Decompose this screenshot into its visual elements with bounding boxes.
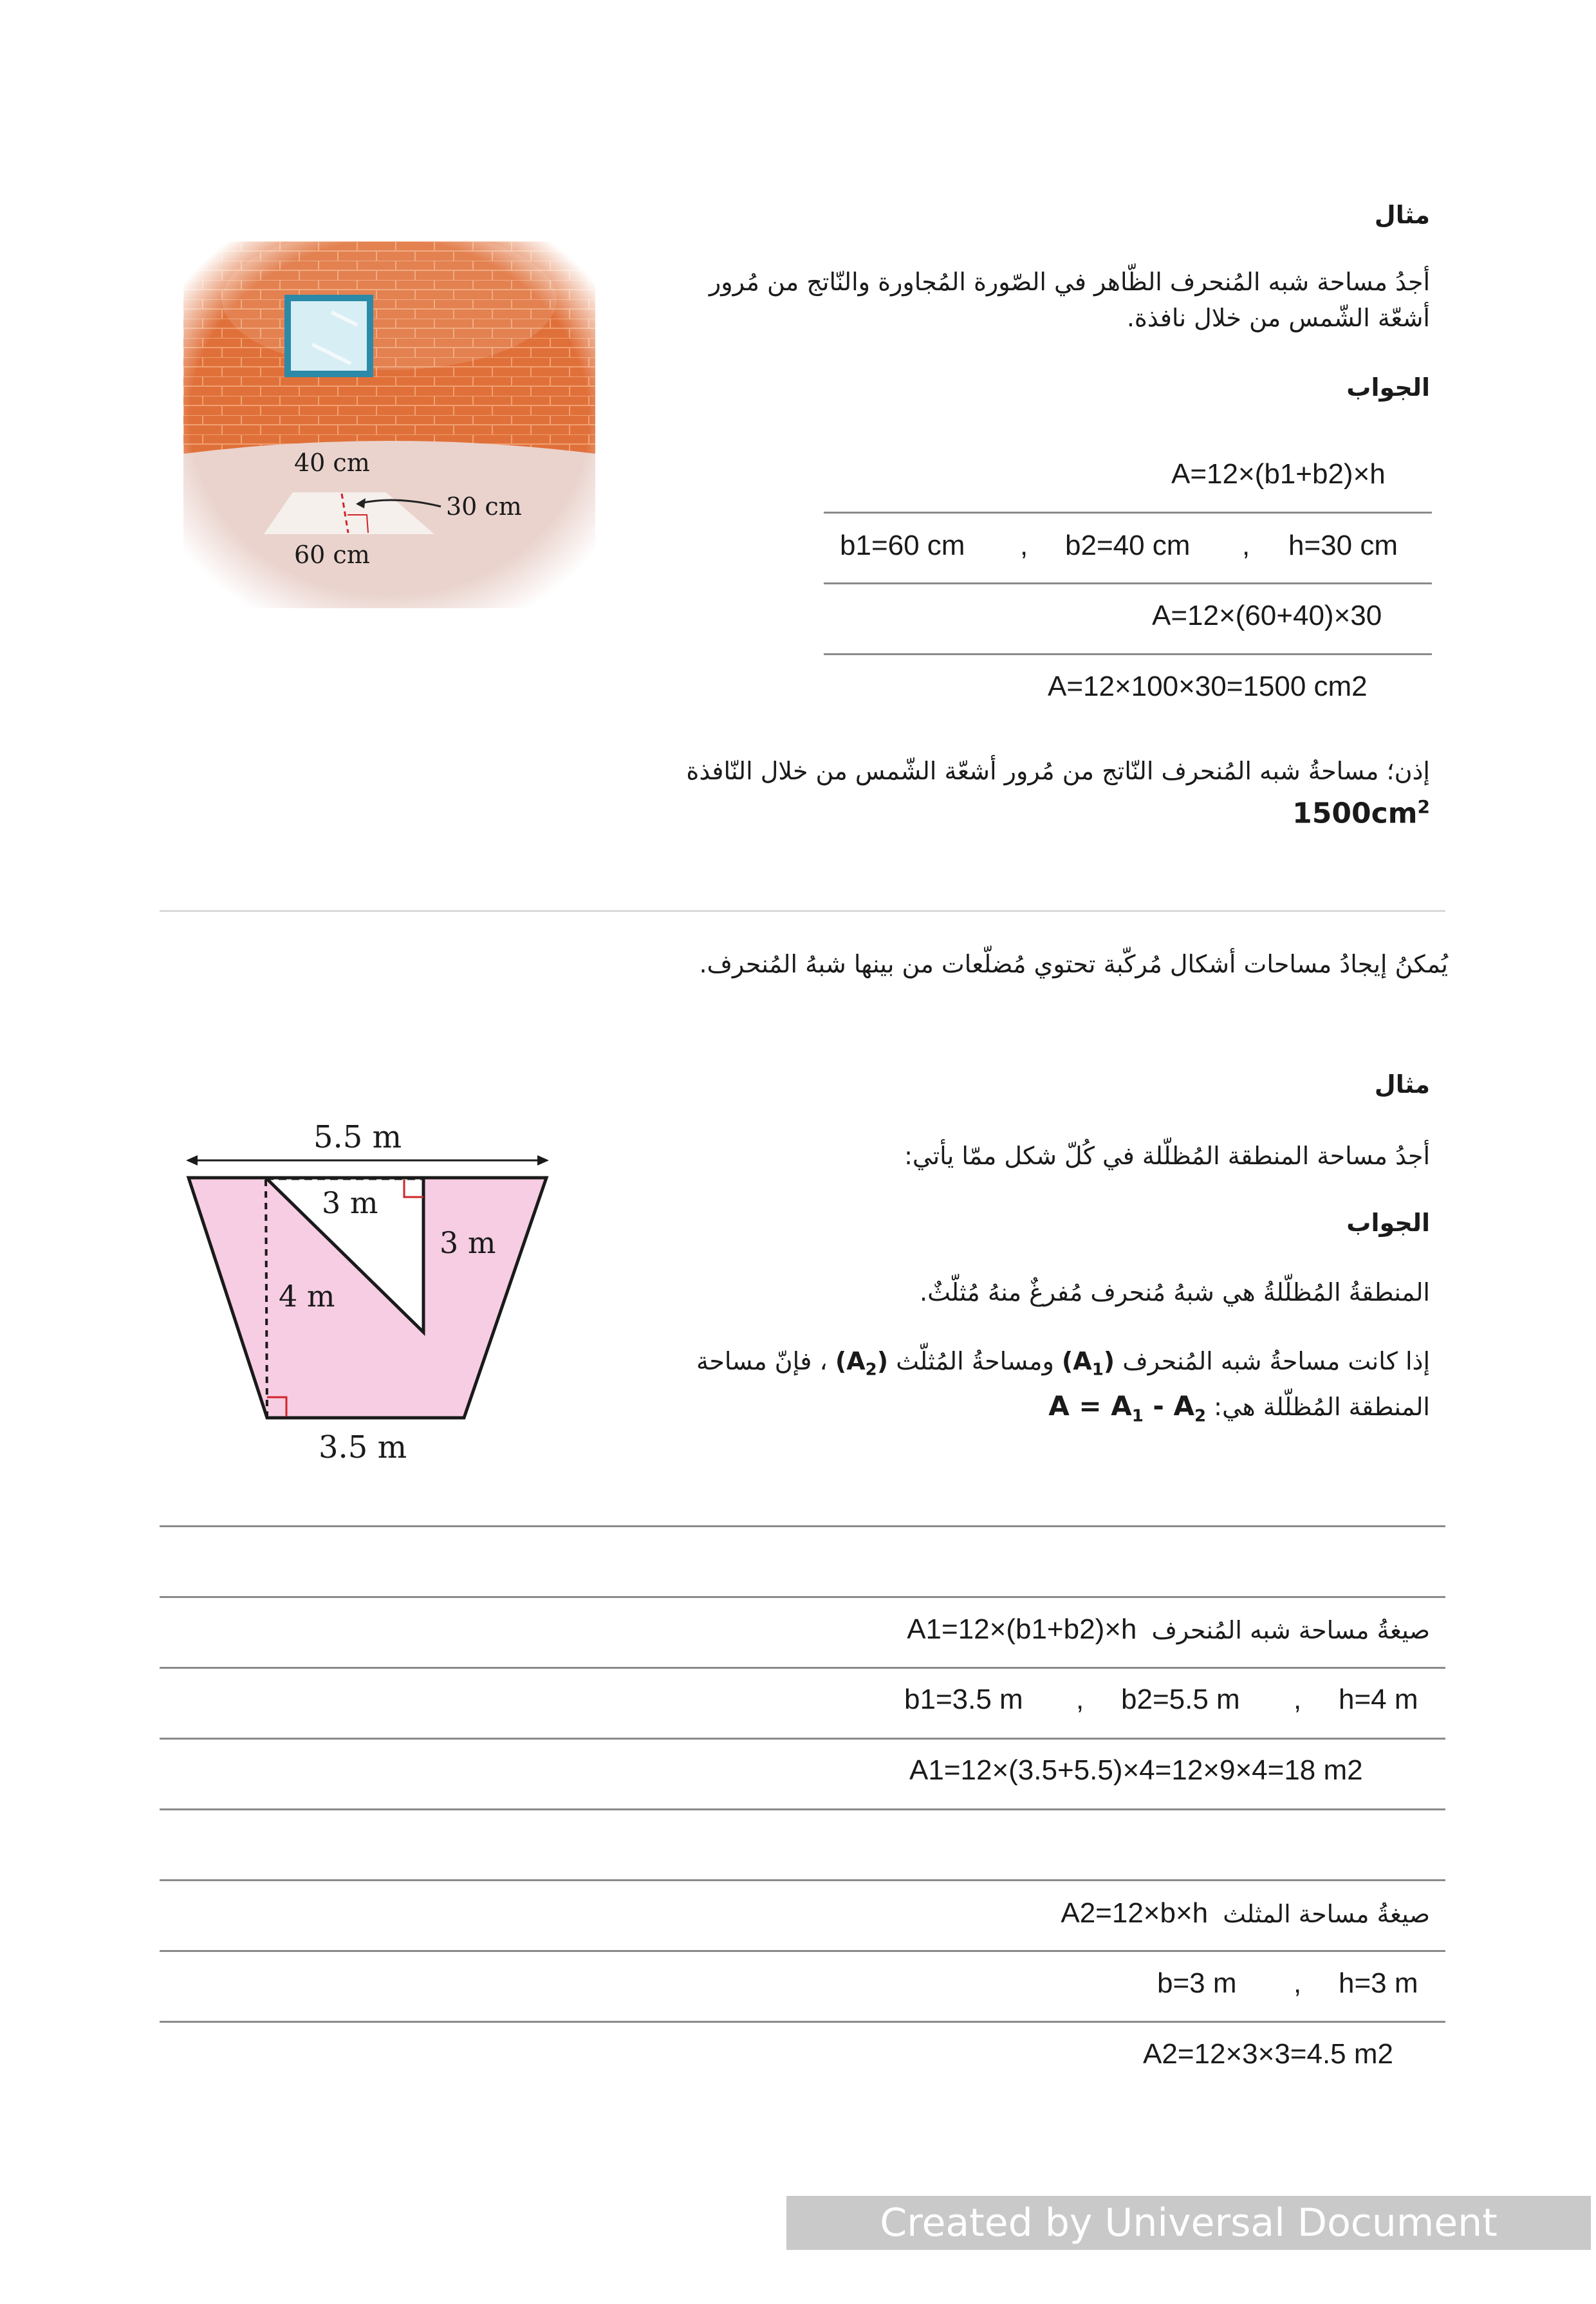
label-height: 4 m xyxy=(279,1279,335,1314)
example2-explanation-line2 xyxy=(529,1388,1430,1434)
table-row-5-b: b=3 m xyxy=(1157,1967,1237,1999)
table-row-5-h: h=3 m xyxy=(1339,1967,1418,1999)
example1-formula: A=12×(b1+b2)×h xyxy=(1171,458,1386,490)
table-row-6: A2=12×3×3=4.5 m2 xyxy=(1143,2038,1393,2070)
example2-explanation xyxy=(529,1343,1430,1434)
table-rule-5 xyxy=(160,1808,1445,1810)
example1-conclusion-value: 1500cm xyxy=(1292,797,1418,830)
example1-question-line2: أشعّة الشّمس من خلال نافذة. xyxy=(1126,304,1430,332)
example1-rule-2 xyxy=(824,582,1432,584)
example1-result: A=12×100×30=1500 cm2 xyxy=(1048,671,1368,702)
table-row-2-b2: b2=5.5 m xyxy=(1121,1684,1240,1715)
table-rule-4 xyxy=(160,1738,1445,1740)
example1-question-line1: أجدُ مساحة شبه المُنحرف الظّاهر في الصّورة المُجاورة والنّاتج من مُرور xyxy=(709,268,1430,296)
table-row-2-b1: b1=3.5 m xyxy=(904,1684,1023,1715)
composite-shape-figure xyxy=(183,1110,563,1467)
example1-question xyxy=(619,264,1430,336)
table-row-1 xyxy=(336,1612,1430,1648)
example1-h: h=30 cm xyxy=(1288,530,1398,561)
example1-conclusion-line1: إذن؛ مساحةُ شبه المُنحرف النّاتج من مُرور أشعّة الشّمس من خلال النّافذة xyxy=(686,757,1430,785)
example1-rule-3 xyxy=(824,653,1432,655)
label-bottom-width: 60 cm xyxy=(294,541,370,569)
example2-line5-pre: المنطقة المُظلّلة هي: xyxy=(1214,1392,1430,1421)
example2-question: أجدُ مساحة المنطقة المُظلّلة في كُلّ شكل ممّا يأتي: xyxy=(904,1142,1430,1170)
example2-explanation-line1 xyxy=(529,1343,1430,1388)
label-triangle-height: 3 m xyxy=(440,1225,496,1260)
table-row-5-sep: , xyxy=(1294,1967,1302,1999)
example1-b1: b1=60 cm xyxy=(840,530,965,561)
example2-line4-post: ، فإنّ مساحة xyxy=(696,1347,828,1375)
example1-heading: مثال xyxy=(1374,201,1430,229)
trapezoid-formula: A1=12×(b1+b2)×h xyxy=(907,1613,1137,1645)
area-equation: $A = A_1 - A_2$ xyxy=(1048,1389,1207,1426)
table-rule-6 xyxy=(160,1879,1445,1881)
example1-conclusion-value-line xyxy=(593,789,1430,832)
triangle-formula-label: صيغةُ مساحة المثلث xyxy=(1223,1900,1430,1928)
window-trapezoid-figure xyxy=(183,241,595,608)
height-dashed-line xyxy=(266,1180,267,1417)
a1-symbol: $(A_1)$ xyxy=(1061,1347,1115,1380)
label-height: 30 cm xyxy=(446,492,522,521)
example1-sep1: , xyxy=(1020,530,1028,561)
label-triangle-base: 3 m xyxy=(322,1185,378,1220)
intro-text: يُمكنُ إيجادُ مساحات أشكال مُركّبة تحتوي مُضلّعات من بينها شبهُ المُنحرف. xyxy=(699,950,1448,978)
table-rule-1 xyxy=(160,1525,1445,1527)
example1-conclusion xyxy=(593,753,1430,832)
example1-substitution: A=12×(60+40)×30 xyxy=(1152,600,1382,631)
example2-statement: المنطقةُ المُظلّلةُ هي شبهُ مُنحرف مُفرغٌ منهُ مُثلّثٌ. xyxy=(919,1278,1430,1306)
table-rule-2 xyxy=(160,1596,1445,1598)
label-top-width: 40 cm xyxy=(294,449,370,477)
triangle-formula: A2=12×b×h xyxy=(1061,1897,1209,1929)
table-rule-3 xyxy=(160,1667,1445,1669)
example1-b2: b2=40 cm xyxy=(1065,530,1191,561)
example2-line4-mid: ومساحةُ المُثلّث xyxy=(896,1347,1054,1375)
example1-conclusion-exp: 2 xyxy=(1417,796,1430,817)
label-bottom-width: 3.5 m xyxy=(319,1429,407,1465)
table-row-2-sep1: , xyxy=(1076,1684,1084,1715)
table-rule-8 xyxy=(160,2021,1445,2023)
example2-heading: مثال xyxy=(1374,1070,1430,1099)
table-row-2-h: h=4 m xyxy=(1339,1684,1418,1715)
trapezoid-formula-label: صيغةُ مساحة شبه المُنحرف xyxy=(1151,1616,1430,1644)
example1-rule-1 xyxy=(824,512,1432,514)
example1-sep2: , xyxy=(1242,530,1250,561)
table-rule-7 xyxy=(160,1950,1445,1952)
table-row-4 xyxy=(336,1896,1430,1932)
label-top-width: 5.5 m xyxy=(313,1119,402,1155)
section-divider xyxy=(160,910,1445,912)
example1-answer-heading: الجواب xyxy=(1346,373,1430,402)
example2-line4-pre: إذا كانت مساحةُ شبه المُنحرف xyxy=(1122,1347,1430,1375)
a2-symbol: $(A_2)$ xyxy=(835,1347,889,1380)
watermark: Created by Universal Document Converter xyxy=(786,2196,1591,2250)
table-row-3: A1=12×(3.5+5.5)×4=12×9×4=18 m2 xyxy=(909,1754,1363,1786)
example2-answer-heading: الجواب xyxy=(1346,1209,1430,1237)
table-row-2-sep2: , xyxy=(1294,1684,1302,1715)
